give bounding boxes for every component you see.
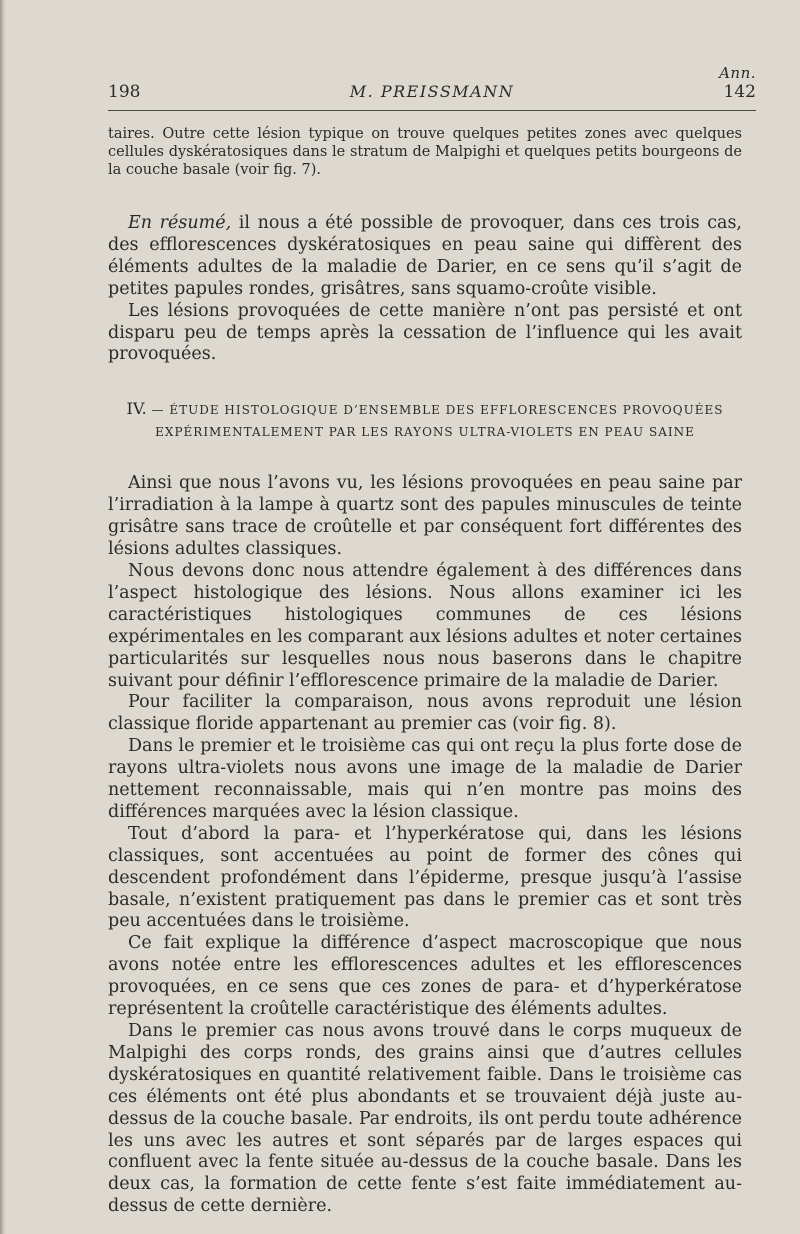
paragraph-7: Dans le premier cas nous avons trouvé dans le corps muqueux de Malpighi des corps ronds, des grains ainsi que d’autres cellules dyskératosiques en quantité relativement faible. Dans le troisième cas ces éléments ont été plus abondants et se trouvaient déjà juste au-dessus de la couche basale. Par endroits, ils ont perdu toute adhérence les uns avec les autres et sont séparés par de larges espaces qui confluent avec la fente située au-dessus de la couche basale. Dans les deux cas, la formation de cette fente s’est faite immédiatement au-dessus de cette dernière.	[108, 1021, 742, 1217]
paragraph-2: Nous devons donc nous attendre également à des différences dans l’aspect histologique des lésions. Nous allons examiner ici les caractéristiques histologiques communes de ces lésions expérimentales en les comparant aux lésions adultes et noter certaines particularités sur lesquelles nous nous baserons dans le chapitre suivant pour définir l’efflorescence primaire de la maladie de Darier.	[108, 560, 742, 691]
section-title-part-1: — ÉTUDE HISTOLOGIQUE D’ENSEMBLE DES EFFLORESCENCES PROVOQUÉES	[146, 403, 724, 418]
paragraph-6: Ce fait explique la différence d’aspect macroscopique que nous avons notée entre les efflorescences adultes et les efflorescences provoquées, en ce sens que ces zones de para- et d’hyperkératose représentent la croûtelle caractéristique des éléments adultes.	[108, 933, 742, 1020]
page-binding-edge	[0, 0, 6, 1234]
paragraph-4: Dans le premier et le troisième cas qui ont reçu la plus forte dose de rayons ultra-violets nous avons une image de la maladie de Darier nettement reconnaissable, mais qui n’en montre pas moins des différences marquées avec la lésion classique.	[108, 736, 742, 822]
section-heading	[108, 398, 742, 443]
persistence-paragraph: Les lésions provoquées de cette manière n’ont pas persisté et ont disparu peu de temps après la cessation de l’influence qui les avait provoquées.	[108, 300, 742, 365]
journal-abbreviation: Ann.	[719, 64, 756, 82]
running-head-author: M. PREISSMANN	[349, 82, 515, 101]
intro-paragraph: taires. Outre cette lésion typique on trouve quelques petites zones avec quelques cellules dyskératosiques dans le stratum de Malpighi et quelques petits bourgeons de la couche basale (voir fig. 7).	[108, 126, 742, 178]
section-heading-line-2: EXPÉRIMENTALEMENT PAR LES RAYONS ULTRA-VIOLETS EN PEAU SAINE	[155, 425, 695, 440]
section-numeral: IV.	[126, 399, 147, 419]
paragraph-5: Tout d’abord la para- et l’hyperkératose qui, dans les lésions classiques, sont accentuées au point de former des cônes qui descendent profondément dans l’épiderme, presque jusqu’à l’assise basale, n’existent pratiquement pas dans le premier cas et sont très peu accentuées dans le troisième.	[108, 823, 742, 932]
section-heading-line-1	[108, 398, 742, 421]
summary-text: il nous a été possible de provoquer, dans ces trois cas, des efflorescences dyskératosiques en peau saine qui diffèrent des éléments adultes de la maladie de Darier, en ce sens qu’il s’agit de petites papules rondes, grisâtres, sans squamo-croûte visible.	[108, 213, 742, 299]
volume-number: 142	[723, 82, 756, 102]
paragraph-1: Ainsi que nous l’avons vu, les lésions provoquées en peau saine par l’irradiation à la lampe à quartz sont des papules minuscules de teinte grisâtre sans trace de croûtelle et par conséquent fort différentes des lésions adultes classiques.	[108, 473, 742, 560]
header-rule	[108, 110, 756, 111]
paragraph-3: Pour faciliter la comparaison, nous avons reproduit une lésion classique floride appartenant au premier cas (voir fig. 8).	[108, 692, 742, 735]
page-body	[108, 125, 742, 1218]
summary-lead: En résumé,	[128, 213, 232, 233]
page-number: 198	[108, 82, 141, 102]
summary-paragraph	[108, 213, 742, 301]
page-header	[108, 60, 756, 112]
